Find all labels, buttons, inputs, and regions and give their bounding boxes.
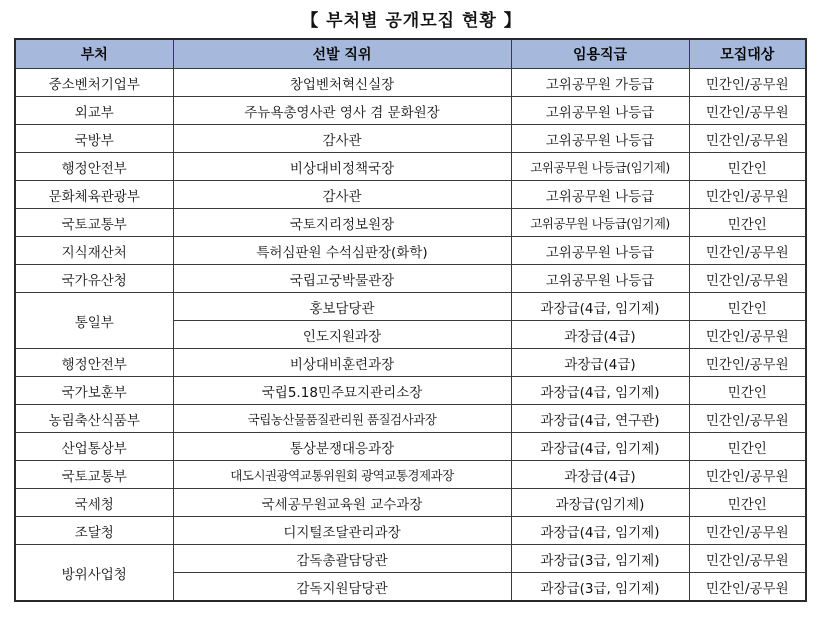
table-row [15,405,806,433]
cell-dept: 국토교통부 [15,461,173,489]
cell-position: 감사관 [173,181,511,209]
cell-target: 민간인/공무원 [689,573,806,602]
cell-grade: 과장급(4급) [511,461,689,489]
cell-grade: 과장급(임기제) [511,489,689,517]
cell-position: 국세공무원교육원 교수과장 [173,489,511,517]
cell-grade: 고위공무원 나등급 [511,265,689,293]
table-header-row [15,39,806,69]
header-dept: 부처 [15,39,173,69]
cell-grade: 과장급(4급) [511,321,689,349]
cell-position: 홍보담당관 [173,293,511,321]
cell-target: 민간인/공무원 [689,181,806,209]
cell-dept: 방위사업청 [15,545,173,602]
recruitment-table [14,38,807,602]
cell-position: 비상대비정책국장 [173,153,511,181]
table-row [15,545,806,573]
cell-target: 민간인/공무원 [689,349,806,377]
cell-target: 민간인 [689,293,806,321]
cell-dept: 지식재산처 [15,237,173,265]
cell-target: 민간인 [689,489,806,517]
cell-grade: 고위공무원 나등급 [511,237,689,265]
cell-target: 민간인/공무원 [689,125,806,153]
cell-target: 민간인 [689,377,806,405]
cell-position: 감독지원담당관 [173,573,511,602]
cell-target: 민간인 [689,433,806,461]
cell-grade: 과장급(3급, 임기제) [511,545,689,573]
cell-dept: 행정안전부 [15,349,173,377]
cell-dept: 문화체육관광부 [15,181,173,209]
cell-target: 민간인/공무원 [689,517,806,545]
cell-target: 민간인/공무원 [689,237,806,265]
header-target: 모집대상 [689,39,806,69]
cell-position: 국립고궁박물관장 [173,265,511,293]
header-grade: 임용직급 [511,39,689,69]
table-row [15,69,806,97]
cell-grade: 과장급(4급, 임기제) [511,377,689,405]
cell-position: 감사관 [173,125,511,153]
cell-position: 국립5.18민주묘지관리소장 [173,377,511,405]
cell-position: 창업벤처혁신실장 [173,69,511,97]
cell-target: 민간인/공무원 [689,321,806,349]
cell-dept: 조달청 [15,517,173,545]
cell-target: 민간인/공무원 [689,97,806,125]
cell-dept: 국방부 [15,125,173,153]
cell-dept: 통일부 [15,293,173,349]
table-row [15,293,806,321]
cell-target: 민간인 [689,209,806,237]
cell-position: 국립농산물품질관리원 품질검사과장 [173,405,511,433]
cell-position: 국토지리정보원장 [173,209,511,237]
cell-dept: 국세청 [15,489,173,517]
cell-position: 대도시권광역교통위원회 광역교통경제과장 [173,461,511,489]
table-row [15,125,806,153]
cell-dept: 농림축산식품부 [15,405,173,433]
cell-position: 비상대비훈련과장 [173,349,511,377]
table-row [15,517,806,545]
cell-target: 민간인 [689,153,806,181]
cell-dept: 국토교통부 [15,209,173,237]
cell-dept: 산업통상부 [15,433,173,461]
cell-grade: 고위공무원 나등급(임기제) [511,153,689,181]
table-row [15,209,806,237]
cell-grade: 과장급(4급) [511,349,689,377]
cell-target: 민간인/공무원 [689,461,806,489]
cell-grade: 과장급(4급, 임기제) [511,293,689,321]
cell-grade: 과장급(4급, 임기제) [511,517,689,545]
cell-grade: 고위공무원 나등급 [511,97,689,125]
table-row [15,181,806,209]
cell-position: 감독총괄담당관 [173,545,511,573]
cell-grade: 고위공무원 나등급 [511,125,689,153]
table-row [15,153,806,181]
table-row [15,489,806,517]
page-title: 【 부처별 공개모집 현황 】 [301,11,522,31]
cell-grade: 과장급(3급, 임기제) [511,573,689,602]
table-row [15,461,806,489]
table-row [15,265,806,293]
cell-position: 주뉴욕총영사관 영사 겸 문화원장 [173,97,511,125]
cell-grade: 과장급(4급, 임기제) [511,433,689,461]
cell-position: 특허심판원 수석심판장(화학) [173,237,511,265]
table-row [15,349,806,377]
table-row [15,377,806,405]
cell-dept: 중소벤처기업부 [15,69,173,97]
cell-grade: 고위공무원 나등급 [511,181,689,209]
header-position: 선발 직위 [173,39,511,69]
table-row [15,97,806,125]
cell-position: 통상분쟁대응과장 [173,433,511,461]
table-row [15,433,806,461]
cell-target: 민간인/공무원 [689,405,806,433]
cell-target: 민간인/공무원 [689,545,806,573]
cell-target: 민간인/공무원 [689,265,806,293]
cell-dept: 국가유산청 [15,265,173,293]
cell-dept: 외교부 [15,97,173,125]
cell-position: 디지털조달관리과장 [173,517,511,545]
cell-grade: 고위공무원 나등급(임기제) [511,209,689,237]
table-row [15,237,806,265]
cell-dept: 국가보훈부 [15,377,173,405]
cell-position: 인도지원과장 [173,321,511,349]
cell-grade: 고위공무원 가등급 [511,69,689,97]
cell-target: 민간인/공무원 [689,69,806,97]
cell-dept: 행정안전부 [15,153,173,181]
cell-grade: 과장급(4급, 연구관) [511,405,689,433]
